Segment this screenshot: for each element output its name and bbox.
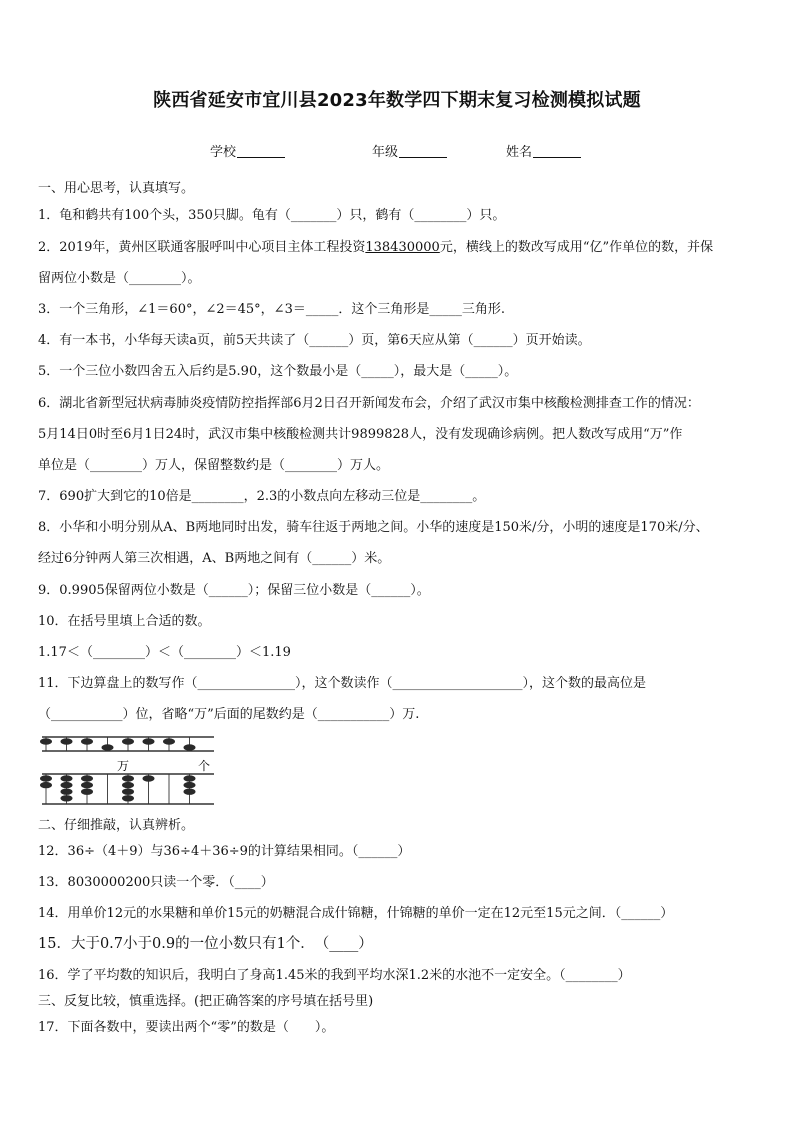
question-1: 1．龟和鹤共有100个头，350只脚。龟有（_______）只，鹤有（________）只。 [38, 208, 506, 223]
question-11-line-2: （___________）位，省略“万”后面的尾数约是（___________）万. [38, 707, 420, 722]
page-title: 陕西省延安市宜川县2023年数学四下期末复习检测模拟试题 [153, 90, 641, 111]
name-field[interactable] [506, 141, 581, 160]
name-label: 姓名 [506, 145, 533, 160]
abacus-upper-bead [61, 738, 73, 744]
abacus-lower-bead [61, 782, 73, 788]
question-16: 16．学了平均数的知识后，我明白了身高1.45米的我到平均水深1.2米的水池不一定安全。（________） [38, 968, 631, 983]
question-14: 14．用单价12元的水果糖和单价15元的奶糖混合成什锦糖，什锦糖的单价一定在12元至15元之间．（______） [38, 906, 674, 921]
question-17: 17．下面各数中，要读出两个“零”的数是（ ）。 [38, 1020, 335, 1035]
abacus-label-ge: 个 [198, 759, 211, 773]
abacus-lower-bead [122, 782, 134, 788]
question-2-line-2: 留两位小数是（________）。 [38, 271, 201, 286]
abacus-lower-bead [81, 789, 93, 795]
abacus-lower-bead [61, 795, 73, 801]
question-13: 13．8030000200只读一个零．（____） [38, 875, 274, 890]
abacus-lower-bead [184, 782, 196, 788]
abacus-upper-bead [163, 738, 175, 744]
question-12: 12．36÷（4＋9）与36÷4＋36÷9的计算结果相同。（______） [38, 844, 411, 859]
abacus-upper-bead [122, 738, 134, 744]
question-2-line-1 [38, 240, 713, 256]
section-2-heading: 二、仔细推敲，认真辨析。 [38, 818, 195, 833]
name-blank[interactable] [533, 144, 581, 158]
grade-label: 年级 [372, 145, 399, 160]
abacus-upper-bead [143, 738, 155, 744]
grade-blank[interactable] [399, 144, 447, 158]
school-field[interactable] [210, 141, 285, 160]
abacus-upper-bead [102, 744, 114, 750]
abacus-label-wan: 万 [117, 759, 130, 773]
grade-field[interactable] [372, 141, 447, 160]
question-11-line-1: 11．下边算盘上的数写作（_______________），这个数读作（____________________），这个数的最高位是 [38, 676, 647, 691]
question-8-line-2: 经过6分钟两人第三次相遇，A、B两地之间有（______）米。 [38, 551, 391, 566]
abacus-lower-bead [184, 789, 196, 795]
abacus-upper-bead [40, 738, 52, 744]
abacus-figure [38, 734, 218, 808]
abacus-lower-bead [122, 795, 134, 801]
question-4: 4．有一本书，小华每天读a页，前5天共读了（______）页，第6天应从第（______）页开始读。 [38, 333, 591, 348]
question-2-text-post: 元，横线上的数改写成用“亿”作单位的数，并保 [439, 240, 714, 255]
abacus-lower-bead [143, 775, 155, 781]
school-blank[interactable] [237, 144, 285, 158]
abacus-lower-bead [122, 775, 134, 781]
abacus-lower-bead [81, 775, 93, 781]
question-10-inequality: 1.17＜（________）＜（________）＜1.19 [38, 645, 291, 660]
question-8-line-1: 8．小华和小明分别从A、B两地同时出发，骑车往返于两地之间。小华的速度是150米/分，小明的速度是170米/分、 [38, 520, 709, 535]
abacus-lower-bead [184, 775, 196, 781]
abacus-upper-bead [81, 738, 93, 744]
section-1-heading: 一、用心思考，认真填写。 [38, 181, 195, 196]
section-3-heading: 三、反复比较，慎重选择。(把正确答案的序号填在括号里) [38, 994, 374, 1009]
question-6-line-2: 5月14日0时至6月1日24时，武汉市集中核酸检测共计9899828人，没有发现确诊病例。把人数改写成用“万”作 [38, 427, 683, 442]
school-label: 学校 [210, 145, 237, 160]
question-7: 7．690扩大到它的10倍是________，2.3的小数点向左移动三位是________。 [38, 489, 486, 504]
abacus-lower-bead [40, 775, 52, 781]
question-9: 9．0.9905保留两位小数是（______）；保留三位小数是（______）。 [38, 583, 430, 598]
question-2-text-pre: 2．2019年，黄州区联通客服呼叫中心项目主体工程投资 [38, 240, 366, 255]
question-2-underlined-number: 138430000 [365, 240, 440, 255]
abacus-upper-bead [184, 744, 196, 750]
question-3: 3．一个三角形，∠1＝60°，∠2＝45°，∠3＝_____．这个三角形是_____三角形. [38, 302, 505, 317]
question-6-line-1: 6．湖北省新型冠状病毒肺炎疫情防控指挥部6月2日召开新闻发布会，介绍了武汉市集中核酸检测排查工作的情况： [38, 396, 700, 411]
question-10: 10．在括号里填上合适的数。 [38, 614, 211, 629]
abacus-lower-bead [122, 789, 134, 795]
abacus-lower-bead [61, 789, 73, 795]
abacus-lower-bead [40, 782, 52, 788]
question-15: 15．大于0.7小于0.9的一位小数只有1个． （____） [38, 936, 373, 952]
question-5: 5．一个三位小数四舍五入后约是5.90，这个数最小是（_____），最大是（_____）。 [38, 364, 518, 379]
question-6-line-3: 单位是（________）万人，保留整数约是（________）万人。 [38, 458, 390, 473]
abacus-lower-bead [61, 775, 73, 781]
abacus-lower-bead [81, 782, 93, 788]
